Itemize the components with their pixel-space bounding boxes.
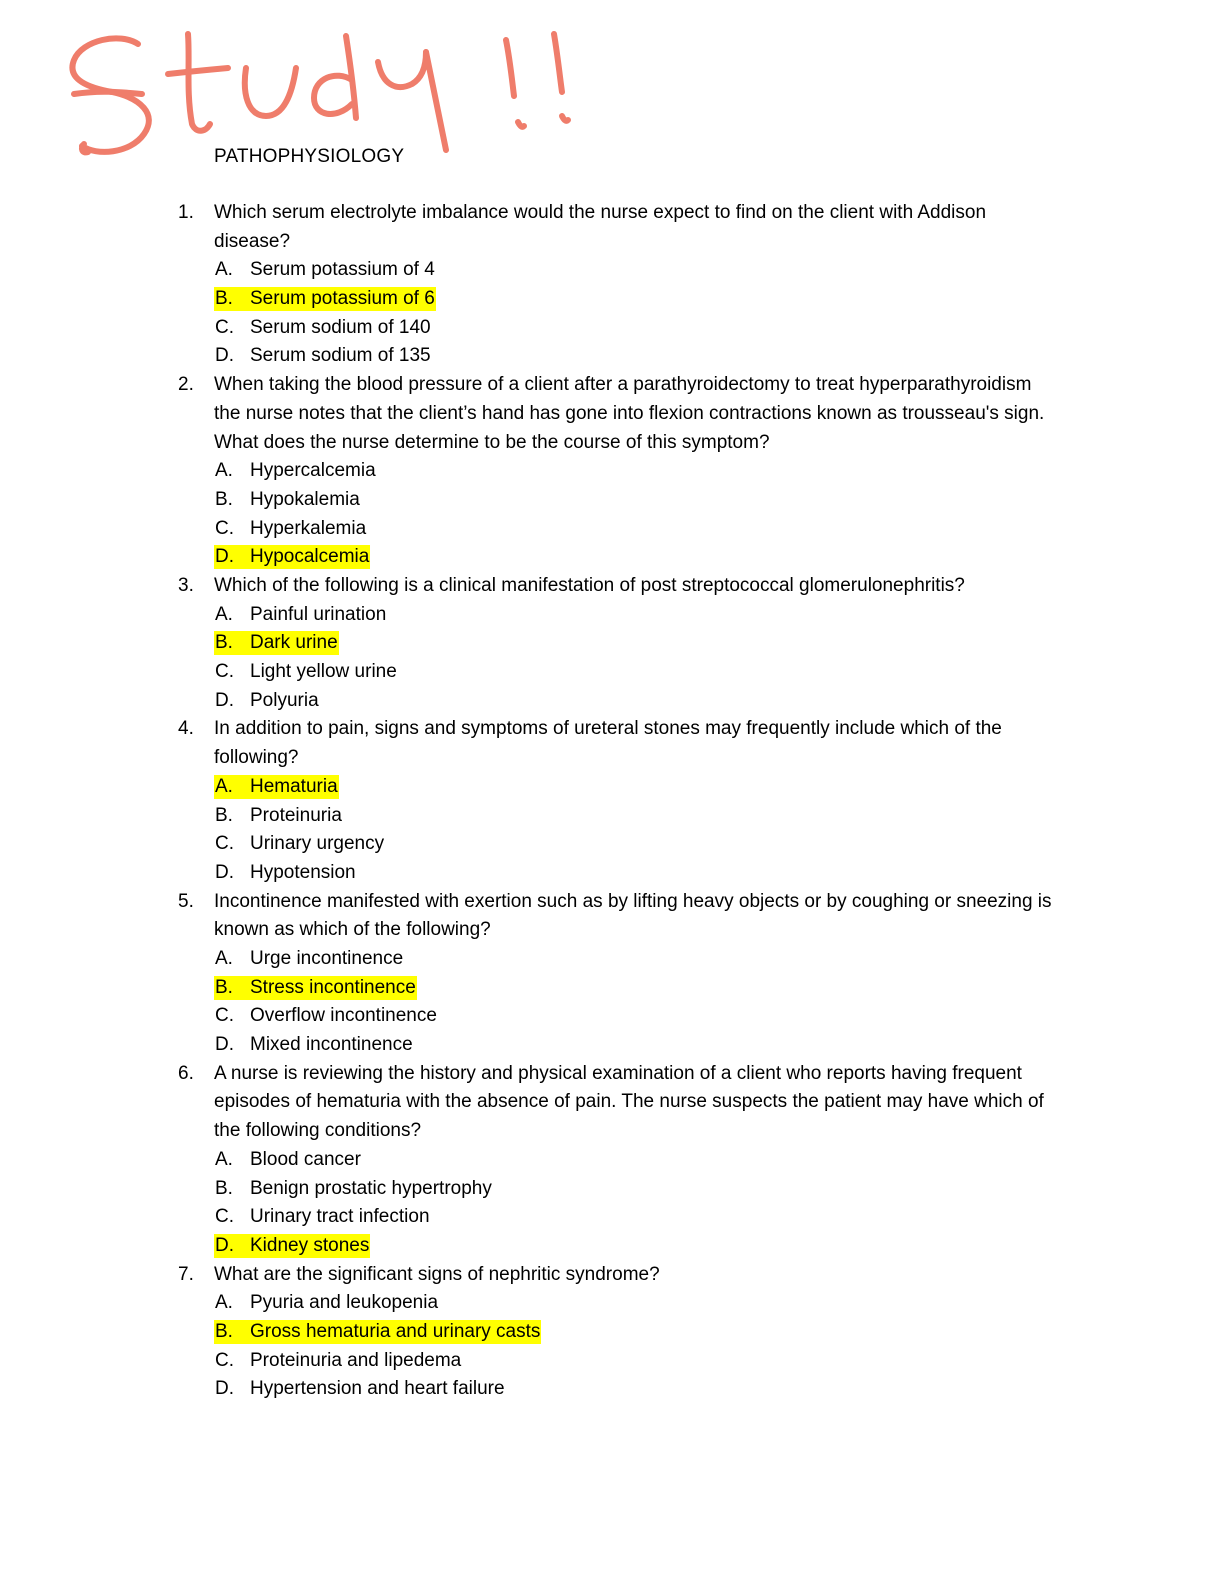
question-item (0, 1261, 1224, 1404)
answer-option-body (214, 775, 339, 799)
answer-option-body (214, 861, 357, 885)
question-stem (0, 371, 1054, 457)
answer-option-body (214, 1291, 439, 1315)
answer-option-body (214, 488, 361, 512)
answer-text: Polyuria (250, 689, 319, 711)
question-number: 3. (178, 575, 194, 597)
question-item (0, 715, 1224, 887)
answer-option-body (214, 832, 385, 856)
answer-option (0, 314, 1224, 343)
answer-text: Dark urine (250, 632, 338, 654)
answer-option-highlighted (0, 1232, 1224, 1261)
question-number: 6. (178, 1062, 194, 1084)
question-list (0, 199, 1224, 1404)
answer-letter: D. (215, 861, 234, 883)
answer-letter: C. (215, 833, 234, 855)
question-text: Which of the following is a clinical manifestation of post streptococcal glomerulonephritis? (214, 575, 965, 597)
answer-letter: B. (215, 1321, 233, 1343)
answer-option (0, 1146, 1224, 1175)
answer-letter: A. (215, 259, 233, 281)
answer-option-body (214, 1033, 414, 1057)
question-item (0, 888, 1224, 1060)
answer-letter: B. (215, 632, 233, 654)
answer-option-body (214, 517, 367, 541)
question-stem (0, 1261, 1054, 1290)
answer-option-body (214, 1320, 541, 1344)
question-item (0, 1060, 1224, 1261)
answer-options (0, 601, 1224, 716)
answer-options (0, 1146, 1224, 1261)
annotation-strokes (72, 34, 568, 152)
answer-option (0, 830, 1224, 859)
answer-letter: A. (215, 1292, 233, 1314)
answer-letter: D. (215, 546, 234, 568)
answer-option-body (214, 947, 404, 971)
answer-text: Hypercalcemia (250, 460, 376, 482)
question-number: 1. (178, 202, 194, 223)
answer-letter: A. (215, 948, 233, 970)
answer-option (0, 515, 1224, 544)
answer-text: Urge incontinence (250, 948, 404, 970)
answer-text: Hypotension (250, 861, 356, 883)
answer-text: Overflow incontinence (250, 1005, 437, 1027)
question-item (0, 371, 1224, 572)
answer-text: Serum potassium of 4 (250, 259, 435, 281)
question-stem (0, 199, 1054, 256)
answer-text: Urinary tract infection (250, 1206, 430, 1228)
answer-text: Mixed incontinence (250, 1034, 413, 1056)
answer-option (0, 658, 1224, 687)
answer-option-highlighted (0, 1318, 1224, 1347)
answer-option-body (214, 1205, 431, 1229)
answer-letter: A. (215, 603, 233, 625)
answer-option-body (214, 660, 398, 684)
answer-letter: A. (215, 460, 233, 482)
question-text: Which serum electrolyte imbalance would the nurse expect to find on the client with Addison disease? (214, 202, 987, 252)
answer-option-body (214, 545, 370, 569)
answer-options (0, 945, 1224, 1060)
answer-letter: D. (215, 1234, 234, 1256)
answer-options (0, 256, 1224, 371)
answer-option-body (214, 1177, 493, 1201)
answer-letter: B. (215, 804, 233, 826)
answer-option-highlighted (0, 285, 1224, 314)
answer-letter: B. (215, 288, 233, 310)
answer-option (0, 601, 1224, 630)
answer-option (0, 859, 1224, 888)
question-text: When taking the blood pressure of a client after a parathyroidectomy to treat hyperparathyroidism the nurse notes that the client’s hand has gone into flexion contractions known as trousseau's sign. What does the nurse determine to be the course of this symptom? (214, 374, 1045, 453)
question-text: Incontinence manifested with exertion such as by lifting heavy objects or by coughing or sneezing is known as which of the following? (214, 890, 1052, 941)
answer-option-body (214, 1234, 370, 1258)
answer-option-body (214, 316, 432, 340)
answer-option-body (214, 804, 343, 828)
answer-text: Proteinuria (250, 804, 342, 826)
answer-letter: C. (215, 661, 234, 683)
answer-text: Hypocalcemia (250, 546, 370, 568)
question-text: In addition to pain, signs and symptoms of ureteral stones may frequently include which of the following? (214, 718, 1002, 769)
answer-option-highlighted (0, 543, 1224, 572)
answer-letter: B. (215, 1177, 233, 1199)
answer-option-body (214, 603, 387, 627)
document-title: PATHOPHYSIOLOGY (214, 146, 405, 167)
answer-option-body (214, 1377, 506, 1401)
answer-option-body (214, 258, 436, 282)
answer-options (0, 457, 1224, 572)
answer-text: Pyuria and leukopenia (250, 1292, 439, 1314)
answer-option-body (214, 459, 377, 483)
answer-option (0, 945, 1224, 974)
question-number: 5. (178, 890, 194, 912)
answer-letter: B. (215, 976, 233, 998)
answer-option-body (214, 976, 417, 1000)
answer-option (0, 457, 1224, 486)
answer-letter: C. (215, 517, 234, 539)
answer-option-highlighted (0, 974, 1224, 1003)
answer-text: Proteinuria and lipedema (250, 1349, 462, 1371)
question-stem (0, 1060, 1054, 1146)
answer-text: Gross hematuria and urinary casts (250, 1321, 541, 1343)
answer-letter: C. (215, 1206, 234, 1228)
answer-text: Hypokalemia (250, 488, 360, 510)
answer-option-body (214, 1004, 438, 1028)
answer-option-highlighted (0, 629, 1224, 658)
answer-option (0, 1175, 1224, 1204)
answer-option (0, 802, 1224, 831)
answer-option-body (214, 344, 432, 368)
question-number: 4. (178, 718, 194, 740)
question-item (0, 572, 1224, 715)
question-stem (0, 572, 1054, 601)
answer-option-highlighted (0, 773, 1224, 802)
answer-option (0, 1347, 1224, 1376)
answer-option-body (214, 1349, 462, 1373)
answer-letter: D. (215, 689, 234, 711)
answer-letter: A. (215, 775, 233, 797)
answer-text: Hyperkalemia (250, 517, 367, 539)
answer-text: Light yellow urine (250, 661, 397, 683)
answer-letter: B. (215, 488, 233, 510)
question-number: 2. (178, 374, 194, 396)
answer-letter: D. (215, 1034, 234, 1056)
answer-option (0, 1031, 1224, 1060)
answer-option (0, 1289, 1224, 1318)
question-text: A nurse is reviewing the history and physical examination of a client who reports having frequent episodes of hematuria with the absence of pain. The nurse suspects the patient may have which of the following conditions? (214, 1062, 1044, 1142)
answer-letter: C. (215, 316, 234, 338)
answer-letter: D. (215, 1378, 234, 1400)
answer-option-body (214, 689, 320, 713)
answer-option (0, 256, 1224, 285)
answer-option-body (214, 1148, 362, 1172)
answer-text: Kidney stones (250, 1234, 370, 1256)
answer-options (0, 773, 1224, 888)
answer-option (0, 486, 1224, 515)
answer-text: Stress incontinence (250, 976, 416, 998)
question-item (0, 199, 1224, 371)
answer-option-body (214, 631, 339, 655)
answer-options (0, 1289, 1224, 1404)
question-stem (0, 888, 1054, 945)
answer-text: Urinary urgency (250, 833, 385, 855)
answer-option (0, 1203, 1224, 1232)
question-number: 7. (178, 1263, 194, 1285)
question-text: What are the significant signs of nephritic syndrome? (214, 1263, 660, 1285)
answer-text: Hypertension and heart failure (250, 1378, 505, 1400)
answer-text: Painful urination (250, 603, 387, 625)
answer-option-body (214, 287, 436, 311)
answer-option (0, 1002, 1224, 1031)
answer-text: Serum sodium of 140 (250, 316, 431, 338)
question-stem (0, 715, 1054, 772)
answer-text: Blood cancer (250, 1148, 361, 1170)
answer-option (0, 342, 1224, 371)
answer-letter: C. (215, 1005, 234, 1027)
answer-option (0, 1375, 1224, 1404)
answer-text: Serum sodium of 135 (250, 345, 431, 367)
answer-text: Benign prostatic hypertrophy (250, 1177, 492, 1199)
answer-text: Hematuria (250, 775, 338, 797)
answer-letter: D. (215, 345, 234, 367)
answer-option (0, 687, 1224, 716)
answer-letter: A. (215, 1148, 233, 1170)
answer-text: Serum potassium of 6 (250, 288, 435, 310)
answer-letter: C. (215, 1349, 234, 1371)
